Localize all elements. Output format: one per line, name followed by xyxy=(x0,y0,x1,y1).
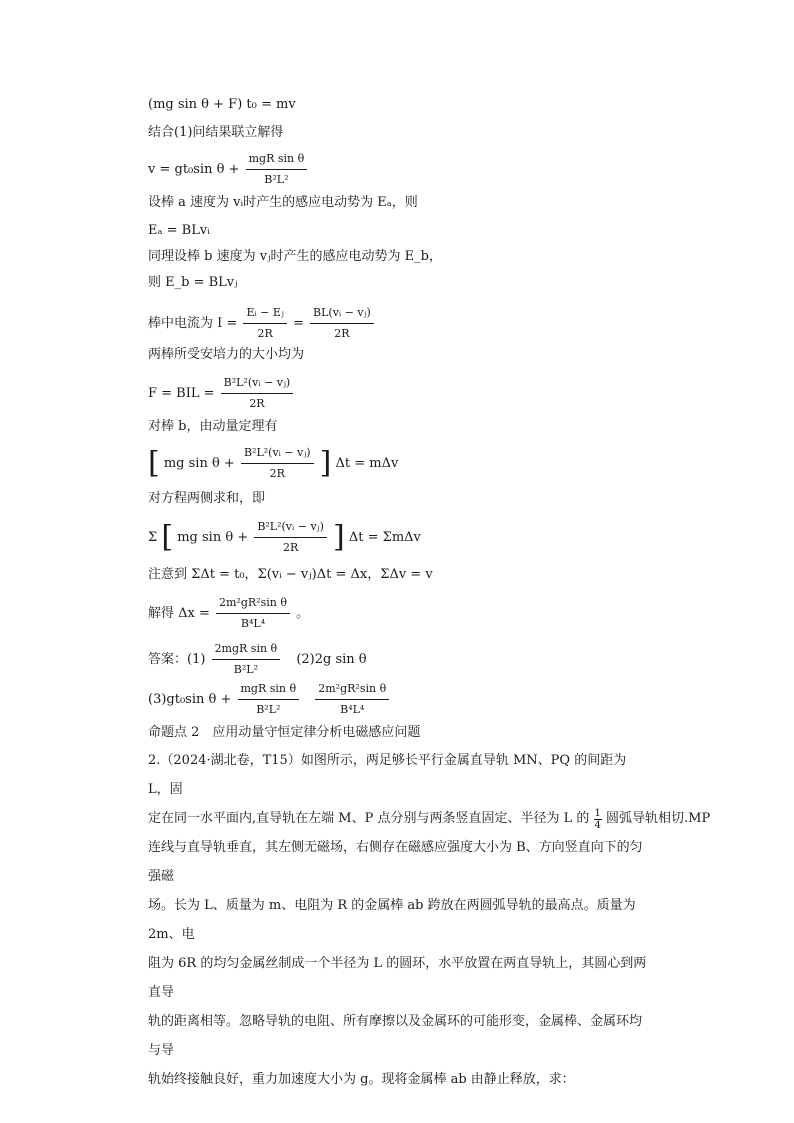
problem-text: 圆弧导轨相切.MP xyxy=(606,811,711,826)
fraction-numerator: BL(vᵢ − vⱼ) xyxy=(310,304,374,324)
text-sum xyxy=(148,490,265,508)
fraction xyxy=(243,304,286,343)
fraction xyxy=(315,680,389,719)
fraction-denominator: B²L² xyxy=(233,663,258,676)
fraction-numerator: B²L²(vᵢ − vⱼ) xyxy=(254,518,327,538)
text-line: 对方程两侧求和，即 xyxy=(148,491,266,506)
fraction-denominator: 2R xyxy=(269,467,285,480)
fraction-numerator: mgR sin θ xyxy=(246,150,308,170)
fraction-numerator: B²L²(vᵢ − vⱼ) xyxy=(221,374,294,394)
fraction-denominator: B²L² xyxy=(264,173,289,186)
problem-line: 轨始终接触良好，重力加速度大小为 g。现将金属棒 ab 由静止释放，求： xyxy=(148,1072,575,1087)
problem-line: 阻为 6R 的均匀金属丝制成一个半径为 L 的圆环，水平放置在两直导轨上，其圆心到两直导 xyxy=(148,956,647,1000)
text-momentum-theorem xyxy=(148,418,277,436)
equation-momentum xyxy=(148,96,296,114)
answer-line-3 xyxy=(148,680,391,719)
equation-text: Δt = mΔv xyxy=(335,456,399,471)
fraction-denominator: 4 xyxy=(594,820,601,831)
text-combine xyxy=(148,124,283,142)
fraction xyxy=(212,640,281,679)
problem-line: 2.（2024·湖北卷，T15）如图所示，两足够长平行金属直导轨 MN、PQ 的间距为 L，固 xyxy=(148,753,627,797)
bracket-right: ] xyxy=(333,519,345,555)
answer-text: (2)2g sin θ xyxy=(296,652,367,667)
text-assume-a xyxy=(148,194,418,212)
equation-eb xyxy=(148,274,238,292)
fraction-numerator: Eᵢ − Eⱼ xyxy=(243,304,286,324)
sigma-symbol: Σ xyxy=(148,530,158,545)
equation-text: mg sin θ + xyxy=(177,530,249,545)
bracket-left: [ xyxy=(161,519,174,555)
text-ampere-force xyxy=(148,346,304,364)
equation-text: v = gt₀sin θ + xyxy=(148,162,240,177)
equation-text: 。 xyxy=(296,606,310,621)
equation-text: Δt = ΣmΔv xyxy=(348,530,421,545)
problem-text: 定在同一水平面内,直导轨在左端 M、P 点分别与两条竖直固定、半径为 L 的 xyxy=(148,811,590,826)
problem-line: 轨的距离相等。忽略导轨的电阻、所有摩擦以及金属环的可能形变，金属棒、金属环均与导 xyxy=(148,1014,643,1058)
answer-label: 答案：(1) xyxy=(148,652,206,667)
fraction-numerator: 1 xyxy=(594,808,601,819)
fraction-numerator: 2m²gR²sin θ xyxy=(216,594,290,614)
equation-text: F = BIL = xyxy=(148,386,215,401)
fraction-denominator: 2R xyxy=(282,541,299,554)
fraction xyxy=(238,680,300,719)
equation-text: 解得 Δx = xyxy=(148,606,210,621)
fraction-denominator: B⁴L⁴ xyxy=(340,703,365,716)
equation-text: 棒中电流为 I = xyxy=(148,316,238,331)
section-heading xyxy=(148,724,420,742)
text-assume-b xyxy=(148,248,442,266)
fraction xyxy=(254,518,327,557)
equation-force xyxy=(148,374,295,413)
fraction-numerator: 2m²gR²sin θ xyxy=(315,680,389,700)
problem-2 xyxy=(148,746,711,1094)
fraction-denominator: B⁴L⁴ xyxy=(240,617,266,630)
equation-text: 则 E_b = BLvⱼ xyxy=(148,275,238,290)
equation-velocity xyxy=(148,150,309,189)
fraction xyxy=(221,374,294,413)
fraction-numerator: 2mgR sin θ xyxy=(212,640,281,660)
answer-text: (3)gt₀sin θ + xyxy=(148,692,232,707)
equation-impulse xyxy=(148,444,398,483)
heading-text: 命题点 2 应用动量守恒定律分析电磁感应问题 xyxy=(148,725,421,740)
text-line: 结合(1)问结果联立解得 xyxy=(148,125,284,140)
fraction xyxy=(594,808,602,831)
equation-text: Eₐ = BLvᵢ xyxy=(148,223,210,238)
fraction xyxy=(246,150,308,189)
equation-current xyxy=(148,304,376,343)
fraction-denominator: 2R xyxy=(334,327,350,340)
equation-text: (mg sin θ + F) t₀ = mv xyxy=(148,97,296,112)
fraction xyxy=(216,594,290,633)
text-line: 同理设棒 b 速度为 vⱼ时产生的感应电动势为 E_b， xyxy=(148,249,442,264)
fraction-denominator: 2R xyxy=(257,327,273,340)
fraction-denominator: 2R xyxy=(249,397,265,410)
equation-text: mg sin θ + xyxy=(163,456,235,471)
equals-sign: = xyxy=(292,316,304,331)
problem-line: 连线与直导轨垂直，其左侧无磁场，右侧存在磁感应强度大小为 B、方向竖直向下的匀强磁 xyxy=(148,840,643,884)
problem-line: 场。长为 L、质量为 m、电阻为 R 的金属棒 ab 跨放在两圆弧导轨的最高点。质量为 2m、电 xyxy=(148,898,636,942)
fraction xyxy=(241,444,314,483)
text-line: 注意到 ΣΔt = t₀，Σ(vᵢ − vⱼ)Δt = Δx，ΣΔv = v xyxy=(148,567,433,582)
equation-dx xyxy=(148,594,309,633)
fraction-numerator: mgR sin θ xyxy=(238,680,300,700)
equation-ea xyxy=(148,222,210,240)
equation-summed xyxy=(148,518,421,557)
problem-line xyxy=(148,804,711,833)
fraction-denominator: B²L² xyxy=(256,703,281,716)
text-line: 两棒所受安培力的大小均为 xyxy=(148,347,305,362)
fraction-numerator: B²L²(vᵢ − vⱼ) xyxy=(241,444,314,464)
text-line: 对棒 b，由动量定理有 xyxy=(148,419,278,434)
text-note xyxy=(148,566,433,584)
answer-line-1 xyxy=(148,640,367,679)
bracket-left: [ xyxy=(148,445,160,481)
bracket-right: ] xyxy=(319,445,332,481)
text-line: 设棒 a 速度为 vᵢ时产生的感应电动势为 Eₐ，则 xyxy=(148,195,418,210)
fraction xyxy=(310,304,374,343)
